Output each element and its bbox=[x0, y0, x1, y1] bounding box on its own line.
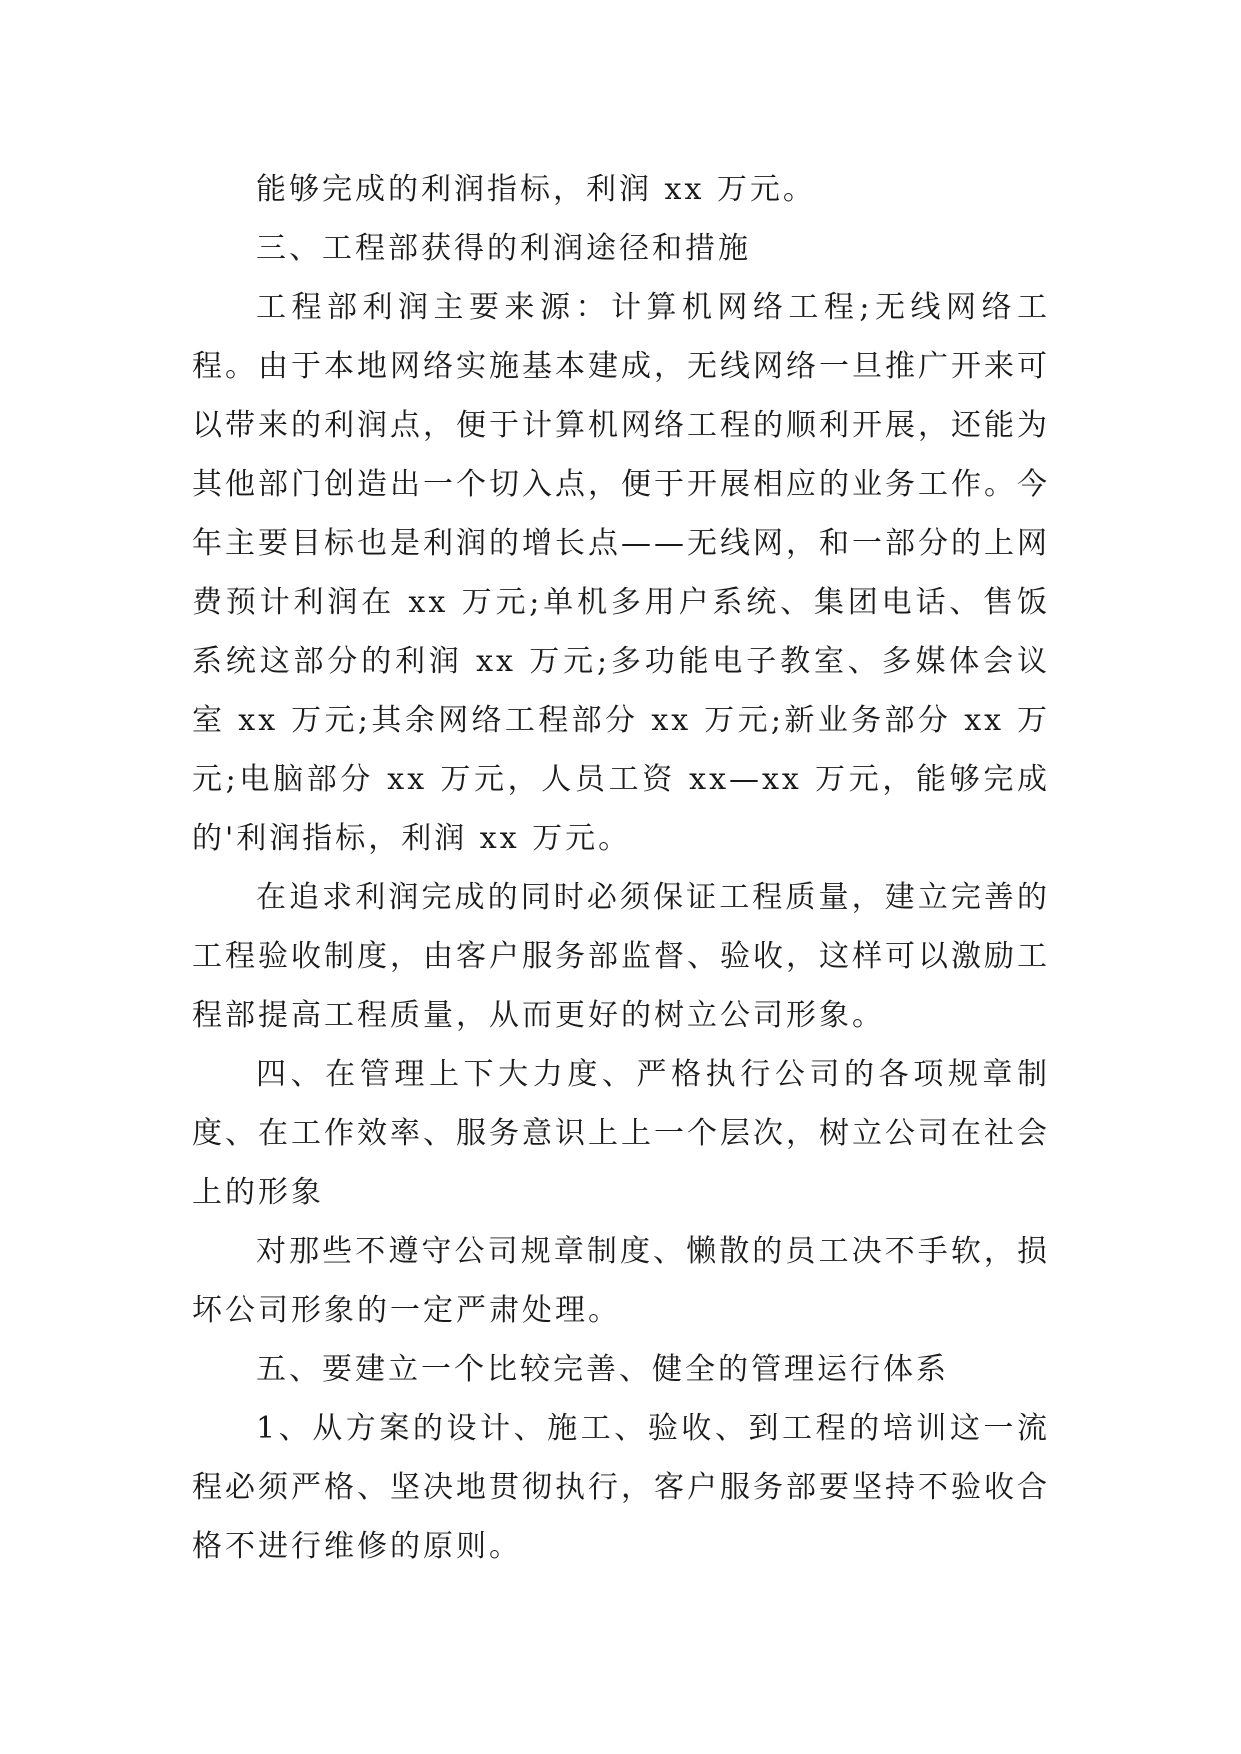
paragraph-discipline: 对那些不遵守公司规章制度、懒散的员工决不手软，损坏公司形象的一定严肃处理。 bbox=[192, 1234, 1050, 1328]
document-body bbox=[192, 160, 1050, 1576]
paragraph-process-item-1: 1、从方案的设计、施工、验收、到工程的培训这一流程必须严格、坚决地贯彻执行，客户服务部要坚持不验收合格不进行维修的原则。 bbox=[192, 1411, 1050, 1564]
heading-section-five: 五、要建立一个比较完善、健全的管理运行体系 bbox=[256, 1352, 949, 1387]
heading-section-three: 三、工程部获得的利润途径和措施 bbox=[256, 231, 751, 266]
paragraph-profit-target-continued: 能够完成的利润指标，利润 xx 万元。 bbox=[256, 172, 816, 207]
paragraph-quality-assurance: 在追求利润完成的同时必须保证工程质量，建立完善的工程验收制度，由客户服务部监督、验收，这样可以激励工程部提高工程质量，从而更好的树立公司形象。 bbox=[192, 880, 1050, 1033]
heading-section-four: 四、在管理上下大力度、严格执行公司的各项规章制度、在工作效率、服务意识上上一个层次，树立公司在社会上的形象 bbox=[192, 1057, 1050, 1210]
paragraph-profit-sources: 工程部利润主要来源：计算机网络工程;无线网络工程。由于本地网络实施基本建成，无线网络一旦推广开来可以带来的利润点，便于计算机网络工程的顺利开展，还能为其他部门创造出一个切入点，便于开展相应的业务工作。今年主要目标也是利润的增长点——无线网，和一部分的上网费预计利润在 xx 万元;单机多用户系统、集团电话、售饭系统这部分的利润 xx 万元;多功能电子教室、多媒体会议室 xx 万元;其余网络工程部分 xx 万元;新业务部分 xx 万元;电脑部分 xx 万元，人员工资 xx—xx 万元，能够完成的'利润指标，利润 xx 万元。 bbox=[192, 290, 1050, 856]
